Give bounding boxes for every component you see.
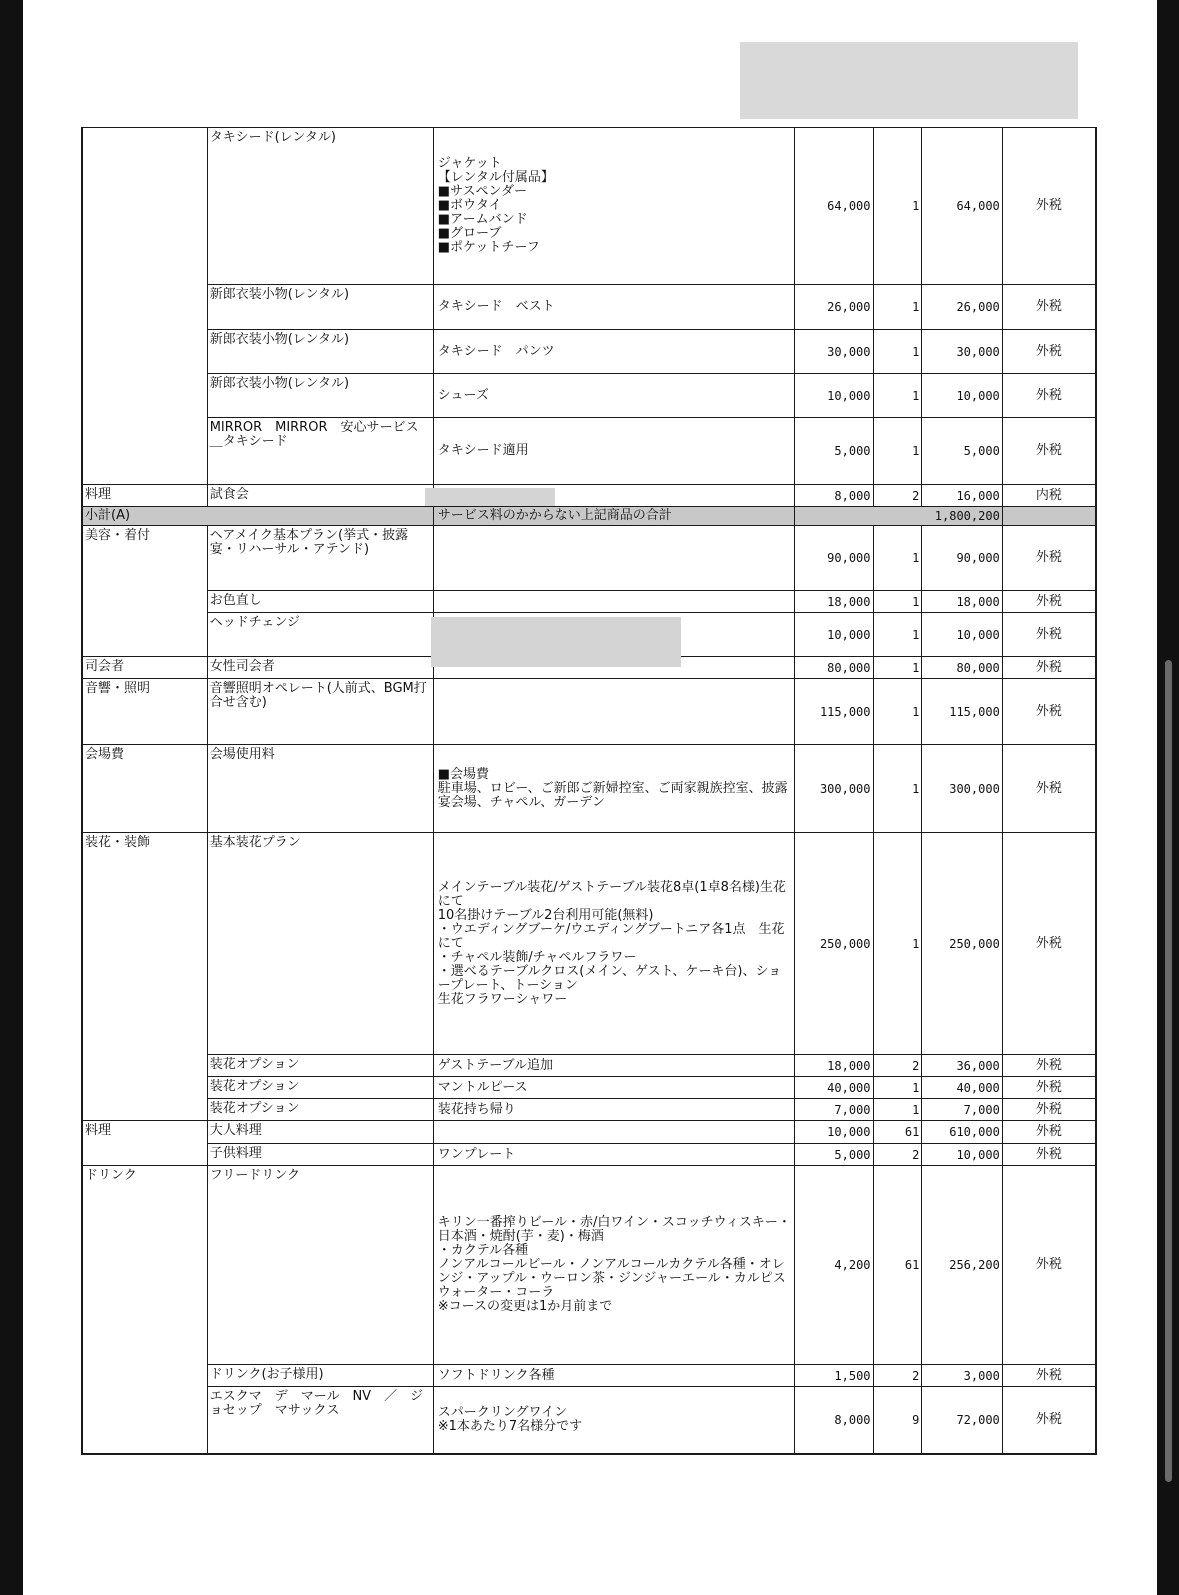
quantity-cell: 1 [873,526,922,591]
table-row [82,128,1096,285]
unit-price-cell: 250,000 [795,833,873,1055]
category-cell: 美容・着付 [82,526,207,591]
category-cell: 音響・照明 [82,679,207,745]
quantity-cell: 1 [873,128,922,285]
item-name-cell: 試食会 [207,485,433,507]
unit-price-cell: 10,000 [795,1121,873,1144]
unit-price-cell: 90,000 [795,526,873,591]
tax-type-cell: 外税 [1002,374,1096,418]
redacted-cell [425,488,555,506]
table-row [82,374,1096,418]
description-cell: ■会場費 駐車場、ロビー、ご新郎ご新婦控室、ご両家親族控室、披露宴会場、チャペル、ガーデン [433,745,794,833]
amount-cell: 10,000 [922,1144,1002,1166]
category-cell: 料理 [82,485,207,507]
unit-price-cell: 10,000 [795,613,873,657]
category-cell [82,1144,207,1166]
table-row [82,418,1096,485]
tax-type-cell: 外税 [1002,128,1096,285]
unit-price-cell: 300,000 [795,745,873,833]
amount-cell: 5,000 [922,418,1002,485]
estimate-table [81,127,1097,1455]
quantity-cell: 1 [873,679,922,745]
tax-type-cell: 外税 [1002,1099,1096,1121]
quantity-cell: 1 [873,330,922,374]
item-name-cell: 大人料理 [207,1121,433,1144]
subtotal-description: サービス料のかからない上記商品の合計 [433,507,794,526]
amount-cell: 250,000 [922,833,1002,1055]
item-name-cell: 装花オプション [207,1077,433,1099]
category-cell [82,1099,207,1121]
table-row [82,330,1096,374]
quantity-cell: 1 [873,285,922,330]
description-cell [433,526,794,591]
subtotal-label: 小計(A) [82,507,433,526]
category-cell [82,374,207,418]
tax-type-cell: 外税 [1002,745,1096,833]
amount-cell: 72,000 [922,1387,1002,1454]
quantity-cell: 1 [873,374,922,418]
tax-type-cell: 外税 [1002,591,1096,613]
amount-cell: 80,000 [922,657,1002,679]
tax-type-cell: 外税 [1002,418,1096,485]
tax-type-cell: 外税 [1002,1365,1096,1387]
item-name-cell: 子供料理 [207,1144,433,1166]
redacted-header-block [740,42,1078,119]
quantity-cell: 1 [873,745,922,833]
description-cell: タキシード パンツ [433,330,794,374]
item-name-cell: フリードリンク [207,1166,433,1365]
empty-cell [1002,507,1096,526]
tax-type-cell: 外税 [1002,1144,1096,1166]
description-cell: ジャケット 【レンタル付属品】 ■サスペンダー ■ボウタイ ■アームバンド ■グローブ ■ポケットチーフ [433,128,794,285]
item-name-cell: 基本装花プラン [207,833,433,1055]
description-cell: ワンプレート [433,1144,794,1166]
amount-cell: 40,000 [922,1077,1002,1099]
unit-price-cell: 8,000 [795,1387,873,1454]
amount-cell: 26,000 [922,285,1002,330]
unit-price-cell: 8,000 [795,485,873,507]
description-cell: ソフトドリンク各種 [433,1365,794,1387]
unit-price-cell: 5,000 [795,1144,873,1166]
item-name-cell: エスクマ デ マール NV ／ ジョセップ マサックス [207,1387,433,1454]
table-row [82,485,1096,507]
item-name-cell: 新郎衣装小物(レンタル) [207,285,433,330]
table-row [82,745,1096,833]
description-cell [433,1121,794,1144]
description-cell: メインテーブル装花/ゲストテーブル装花8卓(1卓8名様)生花にて 10名掛けテーブル2台利用可能(無料) ・ウエディングブーケ/ウエディングブートニア各1点 生花にて ・チャペル装飾/チャペルフラワー ・選べるテーブルクロス(メイン、ゲスト、ケーキ台)、ショープレート、トーション 生花フラワーシャワー [433,833,794,1055]
amount-cell: 30,000 [922,330,1002,374]
category-cell [82,613,207,657]
description-cell [433,679,794,745]
category-cell [82,330,207,374]
tax-type-cell: 外税 [1002,1166,1096,1365]
tax-type-cell: 外税 [1002,526,1096,591]
description-cell: シューズ [433,374,794,418]
quantity-cell: 1 [873,418,922,485]
item-name-cell: 装花オプション [207,1099,433,1121]
category-cell [82,1055,207,1077]
table-row [82,1166,1096,1365]
scrollbar[interactable] [1165,660,1172,1482]
table-row [82,1121,1096,1144]
description-cell: タキシード適用 [433,418,794,485]
amount-cell: 16,000 [922,485,1002,507]
table-row [82,1077,1096,1099]
table-row [82,591,1096,613]
amount-cell: 10,000 [922,374,1002,418]
tax-type-cell: 外税 [1002,285,1096,330]
amount-cell: 256,200 [922,1166,1002,1365]
quantity-cell: 1 [873,1099,922,1121]
category-cell [82,1387,207,1454]
tax-type-cell: 外税 [1002,1055,1096,1077]
unit-price-cell: 40,000 [795,1077,873,1099]
unit-price-cell: 26,000 [795,285,873,330]
amount-cell: 300,000 [922,745,1002,833]
unit-price-cell: 115,000 [795,679,873,745]
tax-type-cell: 外税 [1002,833,1096,1055]
unit-price-cell: 5,000 [795,418,873,485]
item-name-cell: ヘアメイク基本プラン(挙式・披露宴・リハーサル・アテンド) [207,526,433,591]
category-cell: ドリンク [82,1166,207,1365]
tax-type-cell: 外税 [1002,1121,1096,1144]
quantity-cell: 1 [873,657,922,679]
description-cell: キリン一番搾りビール・赤/白ワイン・スコッチウィスキー・日本酒・焼酎(芋・麦)・梅酒 ・カクテル各種 ノンアルコールビール・ノンアルコールカクテル各種・オレンジ・アップル・ウーロン茶・ジンジャーエール・カルピスウォーター・コーラ ※コースの変更は1か月前まで [433,1166,794,1365]
quantity-cell: 1 [873,833,922,1055]
item-name-cell: 装花オプション [207,1055,433,1077]
item-name-cell: 新郎衣装小物(レンタル) [207,330,433,374]
category-cell [82,418,207,485]
quantity-cell: 1 [873,613,922,657]
unit-price-cell: 4,200 [795,1166,873,1365]
item-name-cell: ドリンク(お子様用) [207,1365,433,1387]
unit-price-cell: 1,500 [795,1365,873,1387]
description-cell: ゲストテーブル追加 [433,1055,794,1077]
item-name-cell: お色直し [207,591,433,613]
description-cell: 装花持ち帰り [433,1099,794,1121]
table-row [82,285,1096,330]
quantity-cell: 1 [873,591,922,613]
unit-price-cell: 30,000 [795,330,873,374]
subtotal-row [82,507,1096,526]
category-cell: 司会者 [82,657,207,679]
amount-cell: 18,000 [922,591,1002,613]
table-row [82,1099,1096,1121]
table-row [82,1144,1096,1166]
description-cell [433,591,794,613]
category-cell [82,1077,207,1099]
description-cell: タキシード ベスト [433,285,794,330]
redacted-cell [431,617,681,667]
amount-cell: 64,000 [922,128,1002,285]
table-row [82,526,1096,591]
unit-price-cell: 10,000 [795,374,873,418]
table-row [82,1387,1096,1454]
tax-type-cell: 外税 [1002,657,1096,679]
tax-type-cell: 外税 [1002,613,1096,657]
amount-cell: 90,000 [922,526,1002,591]
table-row [82,833,1096,1055]
item-name-cell: 会場使用料 [207,745,433,833]
item-name-cell: ヘッドチェンジ [207,613,433,657]
amount-cell: 7,000 [922,1099,1002,1121]
unit-price-cell: 18,000 [795,1055,873,1077]
item-name-cell: 音響照明オペレート(人前式、BGM打合せ含む) [207,679,433,745]
tax-type-cell: 外税 [1002,1077,1096,1099]
category-cell [82,128,207,285]
quantity-cell: 61 [873,1166,922,1365]
table-row [82,1055,1096,1077]
table-row [82,1365,1096,1387]
item-name-cell: MIRROR MIRROR 安心サービス＿タキシード [207,418,433,485]
category-cell: 料理 [82,1121,207,1144]
category-cell: 装花・装飾 [82,833,207,1055]
amount-cell: 115,000 [922,679,1002,745]
amount-cell: 610,000 [922,1121,1002,1144]
category-cell [82,591,207,613]
unit-price-cell: 64,000 [795,128,873,285]
quantity-cell: 61 [873,1121,922,1144]
tax-type-cell: 外税 [1002,1387,1096,1454]
quantity-cell: 2 [873,485,922,507]
subtotal-amount: 1,800,200 [922,507,1002,526]
amount-cell: 36,000 [922,1055,1002,1077]
tax-type-cell: 外税 [1002,330,1096,374]
empty-cell [795,507,922,526]
quantity-cell: 2 [873,1144,922,1166]
table-row [82,679,1096,745]
description-cell: スパークリングワイン ※1本あたり7名様分です [433,1387,794,1454]
quantity-cell: 2 [873,1365,922,1387]
tax-type-cell: 外税 [1002,679,1096,745]
unit-price-cell: 18,000 [795,591,873,613]
item-name-cell: タキシード(レンタル) [207,128,433,285]
unit-price-cell: 80,000 [795,657,873,679]
item-name-cell: 新郎衣装小物(レンタル) [207,374,433,418]
tax-type-cell: 内税 [1002,485,1096,507]
quantity-cell: 1 [873,1077,922,1099]
item-name-cell: 女性司会者 [207,657,433,679]
quantity-cell: 2 [873,1055,922,1077]
amount-cell: 3,000 [922,1365,1002,1387]
category-cell [82,285,207,330]
category-cell: 会場費 [82,745,207,833]
category-cell [82,1365,207,1387]
quantity-cell: 9 [873,1387,922,1454]
unit-price-cell: 7,000 [795,1099,873,1121]
description-cell: マントルピース [433,1077,794,1099]
amount-cell: 10,000 [922,613,1002,657]
